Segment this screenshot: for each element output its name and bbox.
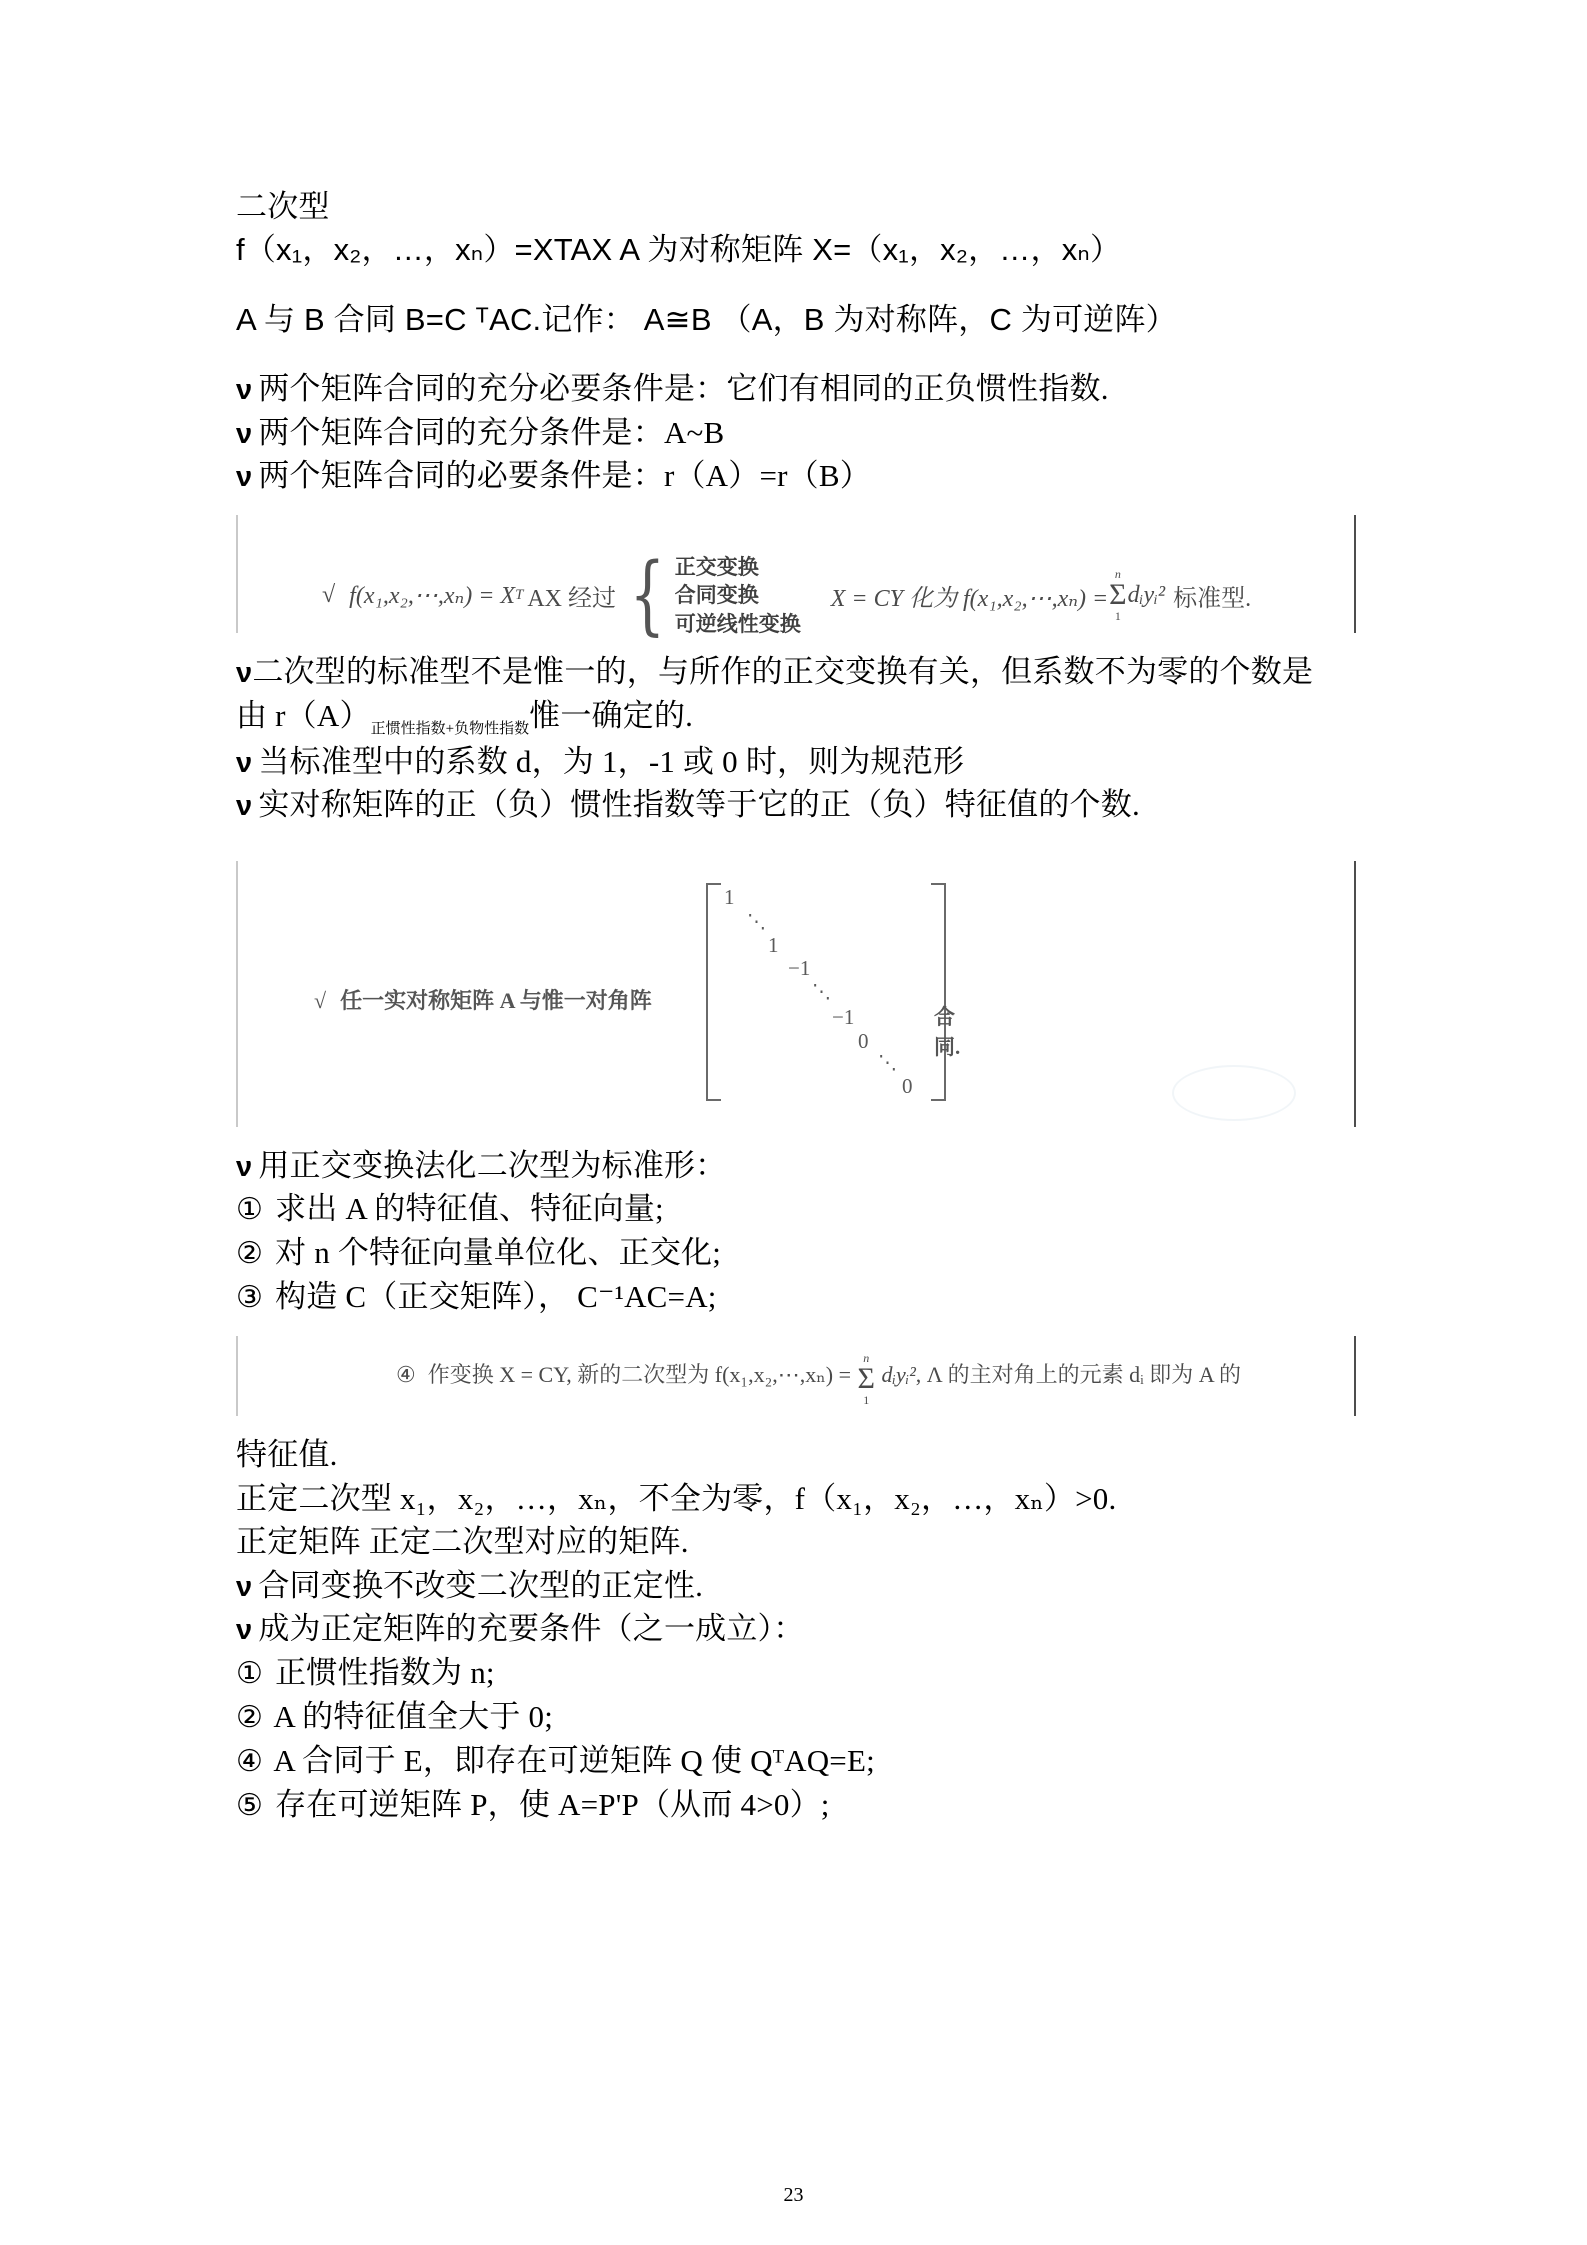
check-line-text: 当标准型中的系数 d，为 1，-1 或 0 时，则为规范形: [258, 743, 965, 779]
uniqueness-paragraph-line-1: [236, 650, 1356, 694]
check-line-text: 成为正定矩阵的充要条件（之一成立）：: [258, 1611, 805, 1647]
definition-positive-definite-matrix: 正定矩阵 正定二次型对应的矩阵.: [236, 1524, 689, 1560]
figure-caption-text: 任一实对称矩阵 A 与惟一对角阵: [340, 987, 652, 1013]
spacer: [236, 1416, 1356, 1433]
matrix-entry: 1: [768, 932, 779, 957]
check-icon: √: [314, 987, 327, 1013]
congruence-definition: A 与 B 合同 B=C ᵀAC.记作： A≅B （A，B 为对称阵，C 为可逆阵）: [236, 301, 1177, 337]
matrix-entry: 0: [858, 1028, 869, 1053]
matrix-left-bracket: [706, 883, 721, 1101]
figure-formula-row: [396, 1351, 1241, 1407]
brace-item: 合同变换: [674, 583, 759, 608]
sum-upper-limit: n: [1114, 567, 1121, 582]
matrix-entry: ⋱: [747, 911, 767, 933]
page-number: 23: [783, 2184, 804, 2206]
brace-item: 可逆线性变换: [674, 611, 801, 636]
matrix-bracket-group: [706, 883, 961, 1101]
matrix-entry: 1: [724, 884, 735, 909]
check-icon: ν: [236, 417, 253, 450]
figure-left-rule: [236, 861, 238, 1127]
check-line-text: 实对称矩阵的正（负）惯性指数等于它的正（负）特征值的个数.: [258, 787, 1140, 823]
sum-lower-limit: 1: [863, 1392, 870, 1407]
figure-caption: [314, 984, 652, 1015]
summation-symbol: n Σ 1: [857, 1351, 875, 1407]
brace-group: [620, 545, 801, 646]
left-brace-icon: {: [629, 545, 666, 646]
rank-subscript-note: 正惯性指数+负物性指数: [370, 720, 530, 737]
check-icon: ν: [236, 746, 253, 779]
condition-text: 正惯性指数为 n;: [275, 1654, 495, 1690]
matrix-entry: ⋱: [812, 981, 832, 1003]
figure-formula-row: √ f(x₁,x₂,⋯,xₙ) = X T AX 经过 { 正交变换 合同变换 可逆线性变换 X = CY 化为 f(x₁,x₂,⋯,xₙ) = n Σ 1 dᵢyᵢ² 标准型.: [322, 545, 1252, 646]
ortho-step: [236, 1187, 1356, 1231]
figure-step-four-formula: [236, 1336, 1356, 1416]
check-icon: ν: [236, 461, 253, 494]
rank-suffix: 惟一确定的.: [529, 697, 694, 733]
ortho-heading: [236, 1144, 1356, 1188]
sum-upper-limit: n: [863, 1351, 870, 1366]
check-icon: √: [322, 581, 336, 608]
ortho-step: [236, 1275, 1356, 1319]
check-icon: ν: [236, 790, 253, 823]
check-icon: ν: [236, 374, 253, 407]
check-line: [236, 1564, 1356, 1608]
check-line: [236, 367, 1356, 411]
section-heading: 二次型: [236, 189, 330, 224]
positive-condition: [236, 1783, 1356, 1827]
check-icon: ν: [236, 656, 253, 689]
check-line: [236, 783, 1356, 827]
definition-positive-definite-form: 正定二次型 x₁，x₂，…，xₙ，不全为零，f（x₁，x₂，…，xₙ）>0.: [236, 1480, 1117, 1516]
figure-text-leading: 作变换 X = CY, 新的二次型为 f(x₁,x₂,⋯,xₙ) =: [427, 1362, 851, 1388]
figure-lhs-tail: AX 经过: [527, 585, 617, 612]
spacer: [236, 341, 1356, 367]
spacer: [236, 272, 1356, 298]
spacer: [236, 1319, 1356, 1336]
condition-text: 存在可逆矩阵 P，使 A=P'P（从而 4>0）;: [275, 1786, 830, 1822]
step-number: ④: [396, 1362, 416, 1388]
condition-text: A 的特征值全大于 0;: [273, 1698, 554, 1734]
step-number: ①: [236, 1193, 264, 1227]
brace-item: 正交变换: [674, 554, 759, 579]
positive-condition: [236, 1739, 1356, 1783]
step-number: ③: [236, 1281, 264, 1315]
positive-condition: [236, 1695, 1356, 1739]
rank-prefix: 由 r（A）: [236, 697, 371, 733]
condition-number: ②: [236, 1700, 264, 1734]
check-line-text: 两个矩阵合同的必要条件是：r（A）=r（B）: [258, 458, 871, 494]
check-line: [236, 1607, 1356, 1651]
matrix-right-bracket: [931, 883, 946, 1101]
step-text: 构造 C（正交矩阵）， C⁻¹AC=A;: [275, 1279, 717, 1315]
condition-number: ①: [236, 1656, 264, 1690]
uniqueness-text: 二次型的标准型不是惟一的，与所作的正交变换有关，但系数不为零的个数是: [252, 653, 1314, 689]
ortho-heading-text: 用正交变换法化二次型为标准形：: [258, 1147, 727, 1183]
check-icon: ν: [236, 1614, 253, 1647]
matrix-entry: ⋱: [878, 1052, 898, 1074]
figure-rhs-tail: 标准型.: [1173, 585, 1252, 612]
eigenvalue-continuation: 特征值.: [236, 1437, 338, 1473]
check-line-text: 合同变换不改变二次型的正定性.: [258, 1567, 704, 1603]
figure-text-trailing: , Λ 的主对角上的元素 dᵢ 即为 A 的: [915, 1362, 1241, 1388]
check-line-text: 两个矩阵合同的充分条件是：A~B: [258, 414, 725, 450]
matrix-entry: −1: [832, 1004, 855, 1029]
figure-right-rule: [1354, 861, 1356, 1127]
figure-rhs: X = CY 化为 f(x₁,x₂,⋯,xₙ) =: [830, 585, 1109, 612]
step-text: 求出 A 的特征值、特征向量;: [275, 1191, 664, 1227]
matrix-entry: −1: [788, 955, 811, 980]
page-content: [236, 185, 1356, 1827]
figure-left-rule: [236, 1336, 238, 1416]
sum-body: dᵢyᵢ²: [881, 1362, 916, 1388]
check-icon: ν: [236, 1570, 253, 1603]
step-number: ②: [236, 1237, 264, 1271]
matrix-entry: 0: [902, 1073, 913, 1098]
spacer: [236, 1127, 1356, 1144]
positive-condition: [236, 1651, 1356, 1695]
figure-left-rule: [236, 515, 238, 633]
figure-right-rule: [1354, 1336, 1356, 1416]
figure-lhs: f(x₁,x₂,⋯,xₙ) = X: [349, 582, 516, 609]
figure-right-rule: [1354, 515, 1356, 633]
check-line: [236, 740, 1356, 784]
condition-text: A 合同于 E，即存在可逆矩阵 Q 使 QᵀAQ=E;: [273, 1742, 875, 1778]
figure-transform-brace: [236, 515, 1356, 646]
condition-number: ⑤: [236, 1788, 264, 1822]
watermark-ellipse: [1172, 1065, 1296, 1121]
brace-items: [675, 553, 801, 638]
uniqueness-paragraph-line-2: [236, 694, 1356, 740]
check-line: [236, 454, 1356, 498]
check-line: [236, 411, 1356, 455]
figure-diagonal-matrix: [236, 861, 1356, 1127]
spacer: [236, 827, 1356, 861]
summation-symbol: n Σ 1: [1109, 567, 1127, 623]
quadratic-form-definition: f（x₁，x₂，…，xₙ）=XTAX A 为对称矩阵 X=（x₁，x₂，…，xₙ）: [236, 232, 1122, 268]
step-text: 对 n 个特征向量单位化、正交化;: [275, 1235, 722, 1271]
spacer: [236, 498, 1356, 515]
check-icon: ν: [236, 1150, 253, 1183]
check-line-text: 两个矩阵合同的充分必要条件是：它们有相同的正负惯性指数.: [258, 371, 1109, 407]
condition-number: ④: [236, 1744, 264, 1778]
sum-lower-limit: 1: [1114, 608, 1121, 623]
sum-body: dᵢyᵢ²: [1127, 581, 1166, 608]
ortho-step: [236, 1231, 1356, 1275]
figure-tail-text: 合同.: [934, 1004, 961, 1059]
